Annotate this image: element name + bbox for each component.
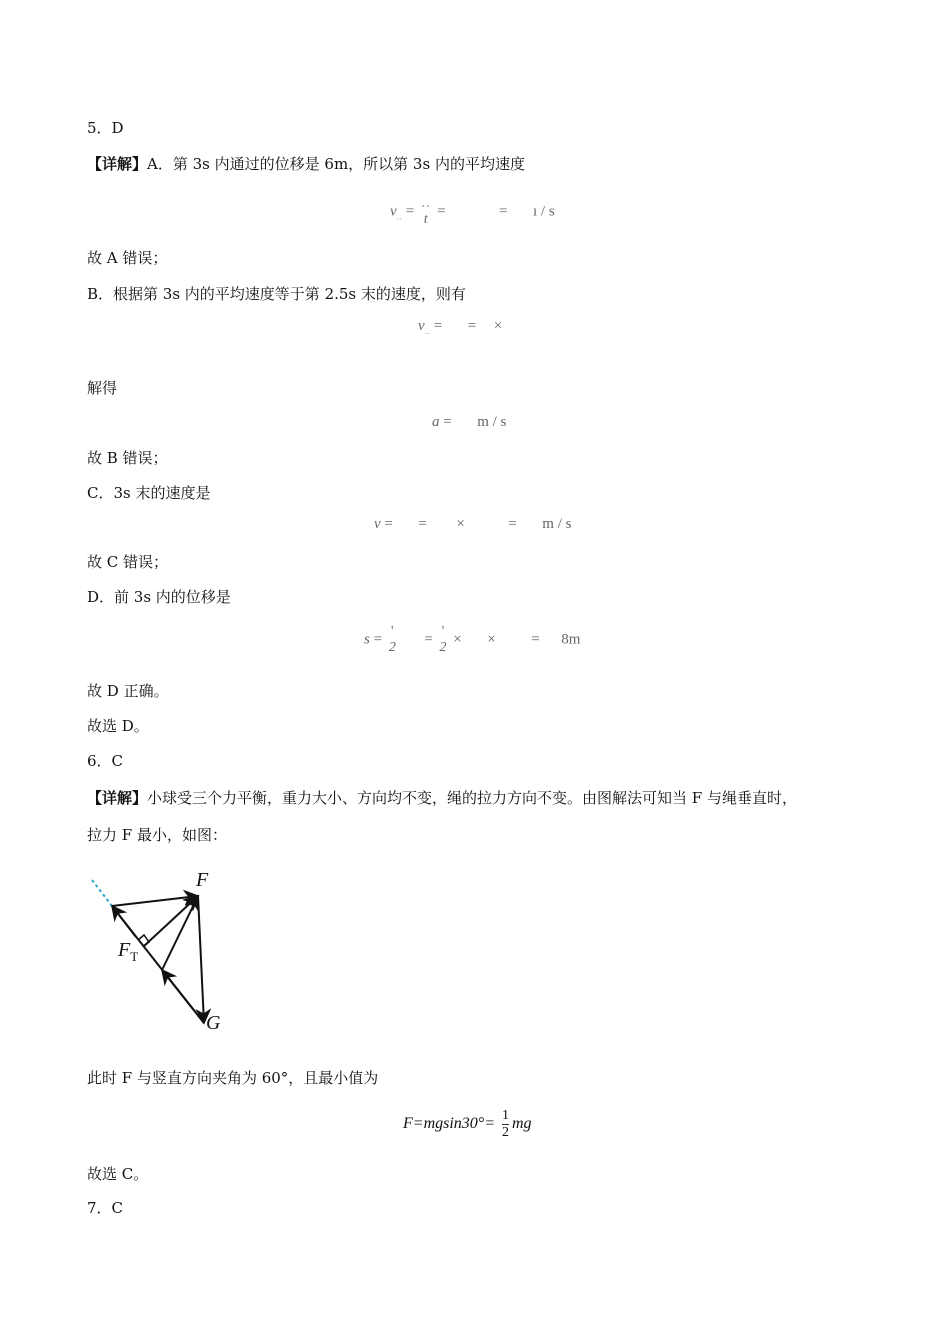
q7-heading: 7．C (87, 1199, 124, 1217)
label-g: G (206, 1012, 221, 1034)
q5-formula-d: s = ' 2 = ' 2 × × = 8m (364, 624, 581, 655)
q5-a-conclusion: 故 A 错误； (87, 249, 168, 267)
q6-formula: F=mgsin30°= $\frac{1}{2}$ mg (403, 1108, 532, 1140)
q5-formula-a: $v_‥$ = ‥ t = = ı / s (390, 196, 555, 227)
q6-detail-text-2: 拉力 F 最小，如图： (87, 826, 227, 844)
detail-tag: 【详解】 (87, 155, 148, 173)
tension-arrow-bottom (162, 970, 204, 1023)
q5-formula-b-result: a = m / s (432, 414, 507, 430)
q5-formula-c: v = = × = m / s (374, 516, 572, 532)
q5-option-a-text: 【详解】A．第 3s 内通过的位移是 6m，所以第 3s 内的平均速度 (87, 155, 525, 173)
rope-extension-line (92, 880, 112, 906)
q5-d-conclusion: 故 D 正确。 (87, 682, 169, 700)
q5-option-d-text: D．前 3s 内的位移是 (87, 588, 231, 606)
force-triangle-diagram (86, 864, 246, 1040)
force-f-arrow-2 (144, 896, 198, 946)
q6-after-text: 此时 F 与竖直方向夹角为 60°，且最小值为 (87, 1069, 379, 1087)
q5-option-b-text: B．根据第 3s 内的平均速度等于第 2.5s 末的速度，则有 (87, 285, 466, 303)
force-f-arrow-1 (112, 896, 198, 906)
q6-final: 故选 C。 (87, 1165, 149, 1183)
label-ft: $F_T$ (118, 939, 139, 964)
q5-b-conclusion: 故 B 错误； (87, 449, 168, 467)
label-f: F (196, 869, 209, 891)
gravity-arrow (198, 896, 204, 1023)
tension-arrow-top (112, 906, 136, 937)
q5-b-solve: 解得 (87, 379, 118, 397)
q5-final: 故选 D。 (87, 717, 149, 735)
q5-heading: 5．D (87, 119, 124, 137)
q6-heading: 6．C (87, 752, 124, 770)
force-f-arrow-3 (162, 896, 198, 970)
q5-c-conclusion: 故 C 错误； (87, 553, 169, 571)
q6-detail-text: 【详解】小球受三个力平衡，重力大小、方向均不变，绳的拉力方向不变。由图解法可知当 F 与绳垂直时， (87, 789, 797, 807)
detail-tag: 【详解】 (87, 789, 148, 807)
q5-formula-b: $v_‥$ = = × (418, 318, 503, 336)
q5-option-c-text: C．3s 末的速度是 (87, 484, 211, 502)
